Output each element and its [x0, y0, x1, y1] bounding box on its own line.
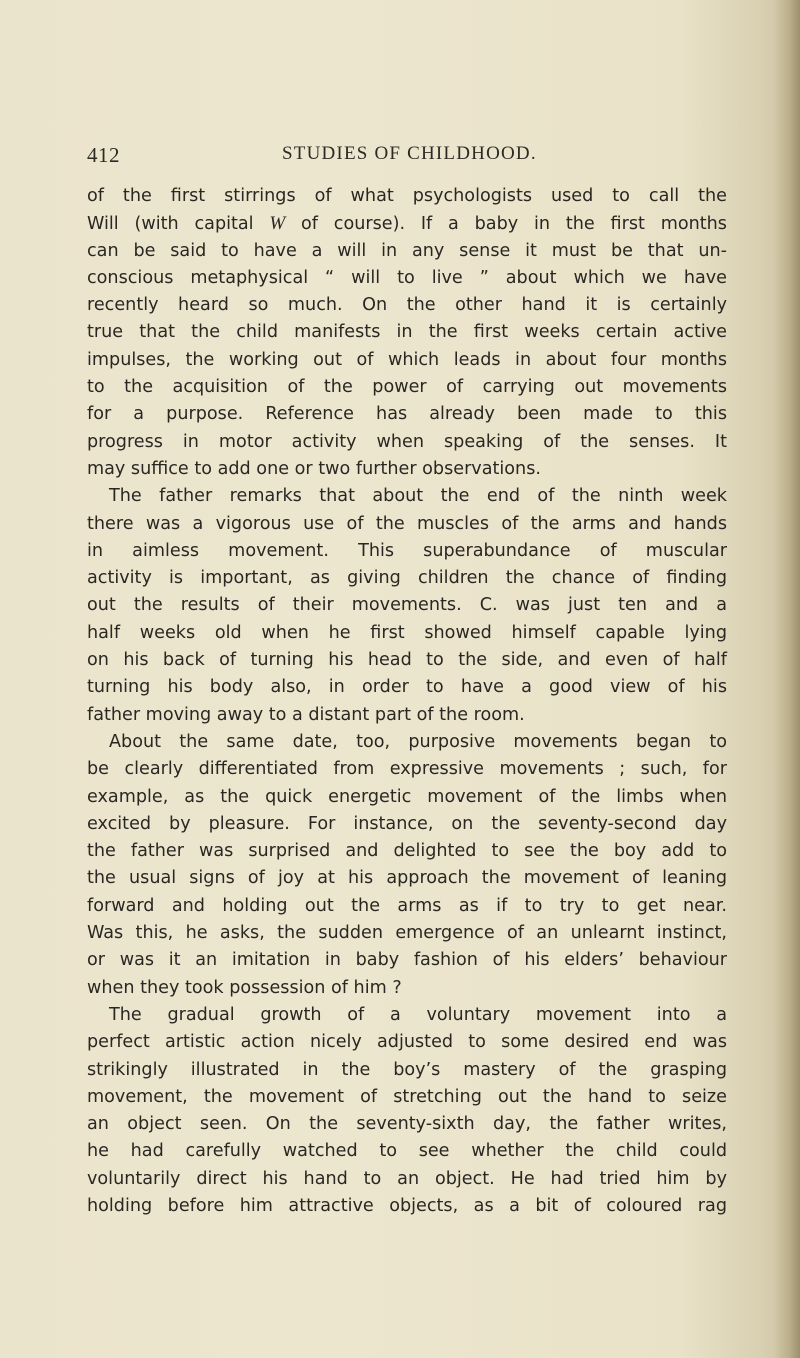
text-line: The gradual growth of a voluntary movement into a — [109, 1004, 727, 1025]
text-line: in aimless movement. This superabundance of muscular — [87, 540, 727, 561]
running-head: STUDIES OF CHILDHOOD. — [282, 143, 537, 164]
text-line: or was it an imitation in baby fashion of his elders’ behaviour — [87, 950, 727, 971]
text-line: the father was surprised and delighted to see the boy add to — [87, 841, 727, 862]
paragraph — [87, 483, 727, 729]
text-line: out the results of their movements. C. was just ten and a — [87, 595, 727, 616]
text-line: About the same date, too, purposive movements began to — [109, 731, 727, 752]
text-line: may suffice to add one or two further observations. — [87, 458, 541, 479]
text-line: holding before him attractive objects, as a bit of coloured rag — [87, 1195, 727, 1216]
page-header — [87, 143, 727, 169]
text-line: for a purpose. Reference has already been made to this — [87, 404, 727, 425]
text-line: can be said to have a will in any sense it must be that un- — [87, 240, 727, 261]
text-line: be clearly differentiated from expressive movements ; such, for — [87, 759, 727, 780]
page-edge-shadow — [774, 0, 800, 1358]
text-line: of the first stirrings of what psychologists used to call the — [87, 186, 727, 206]
text-line: recently heard so much. On the other hand it is certainly — [87, 295, 727, 316]
text-line: Will (with capital W of course). If a baby in the first months — [87, 213, 727, 235]
body-text — [87, 183, 727, 1220]
text-line: forward and holding out the arms as if to try to get near. — [87, 895, 727, 916]
text-line: strikingly illustrated in the boy’s mastery of the grasping — [87, 1059, 727, 1080]
text-line: movement, the movement of stretching out the hand to seize — [87, 1086, 727, 1107]
text-line: The father remarks that about the end of the ninth week — [109, 486, 727, 507]
text-line: half weeks old when he first showed himself capable lying — [87, 622, 727, 643]
text-line: conscious metaphysical “ will to live ” about which we have — [87, 267, 727, 288]
text-line: the usual signs of joy at his approach the movement of leaning — [87, 868, 727, 889]
text-line: perfect artistic action nicely adjusted to some desired end was — [87, 1032, 727, 1053]
text-line: father moving away to a distant part of the room. — [87, 704, 525, 725]
text-line: excited by pleasure. For instance, on the seventy-second day — [87, 813, 727, 834]
text-line: turning his body also, in order to have a good view of his — [87, 677, 727, 698]
text-line: when they took possession of him ? — [87, 977, 402, 998]
text-line: an object seen. On the seventy-sixth day, the father writes, — [87, 1114, 727, 1135]
text-line: Was this, he asks, the sudden emergence of an unlearnt instinct, — [87, 923, 727, 944]
text-line: on his back of turning his head to the side, and even of half — [87, 650, 727, 671]
text-line: there was a vigorous use of the muscles of the arms and hands — [87, 513, 727, 534]
paragraph — [87, 729, 727, 1002]
text-line: he had carefully watched to see whether the child could — [87, 1141, 727, 1162]
text-line: activity is important, as giving children the chance of finding — [87, 568, 727, 589]
text-line: voluntarily direct his hand to an object. He had tried him by — [87, 1168, 727, 1189]
paragraph — [87, 183, 727, 483]
text-line: true that the child manifests in the first weeks certain active — [87, 322, 727, 343]
text-line: to the acquisition of the power of carrying out movements — [87, 377, 727, 398]
text-line: example, as the quick energetic movement of the limbs when — [87, 786, 727, 807]
page-number: 412 — [87, 143, 120, 167]
paragraph — [87, 1002, 727, 1220]
text-line: impulses, the working out of which leads in about four months — [87, 349, 727, 370]
text-line: progress in motor activity when speaking of the senses. It — [87, 431, 727, 452]
